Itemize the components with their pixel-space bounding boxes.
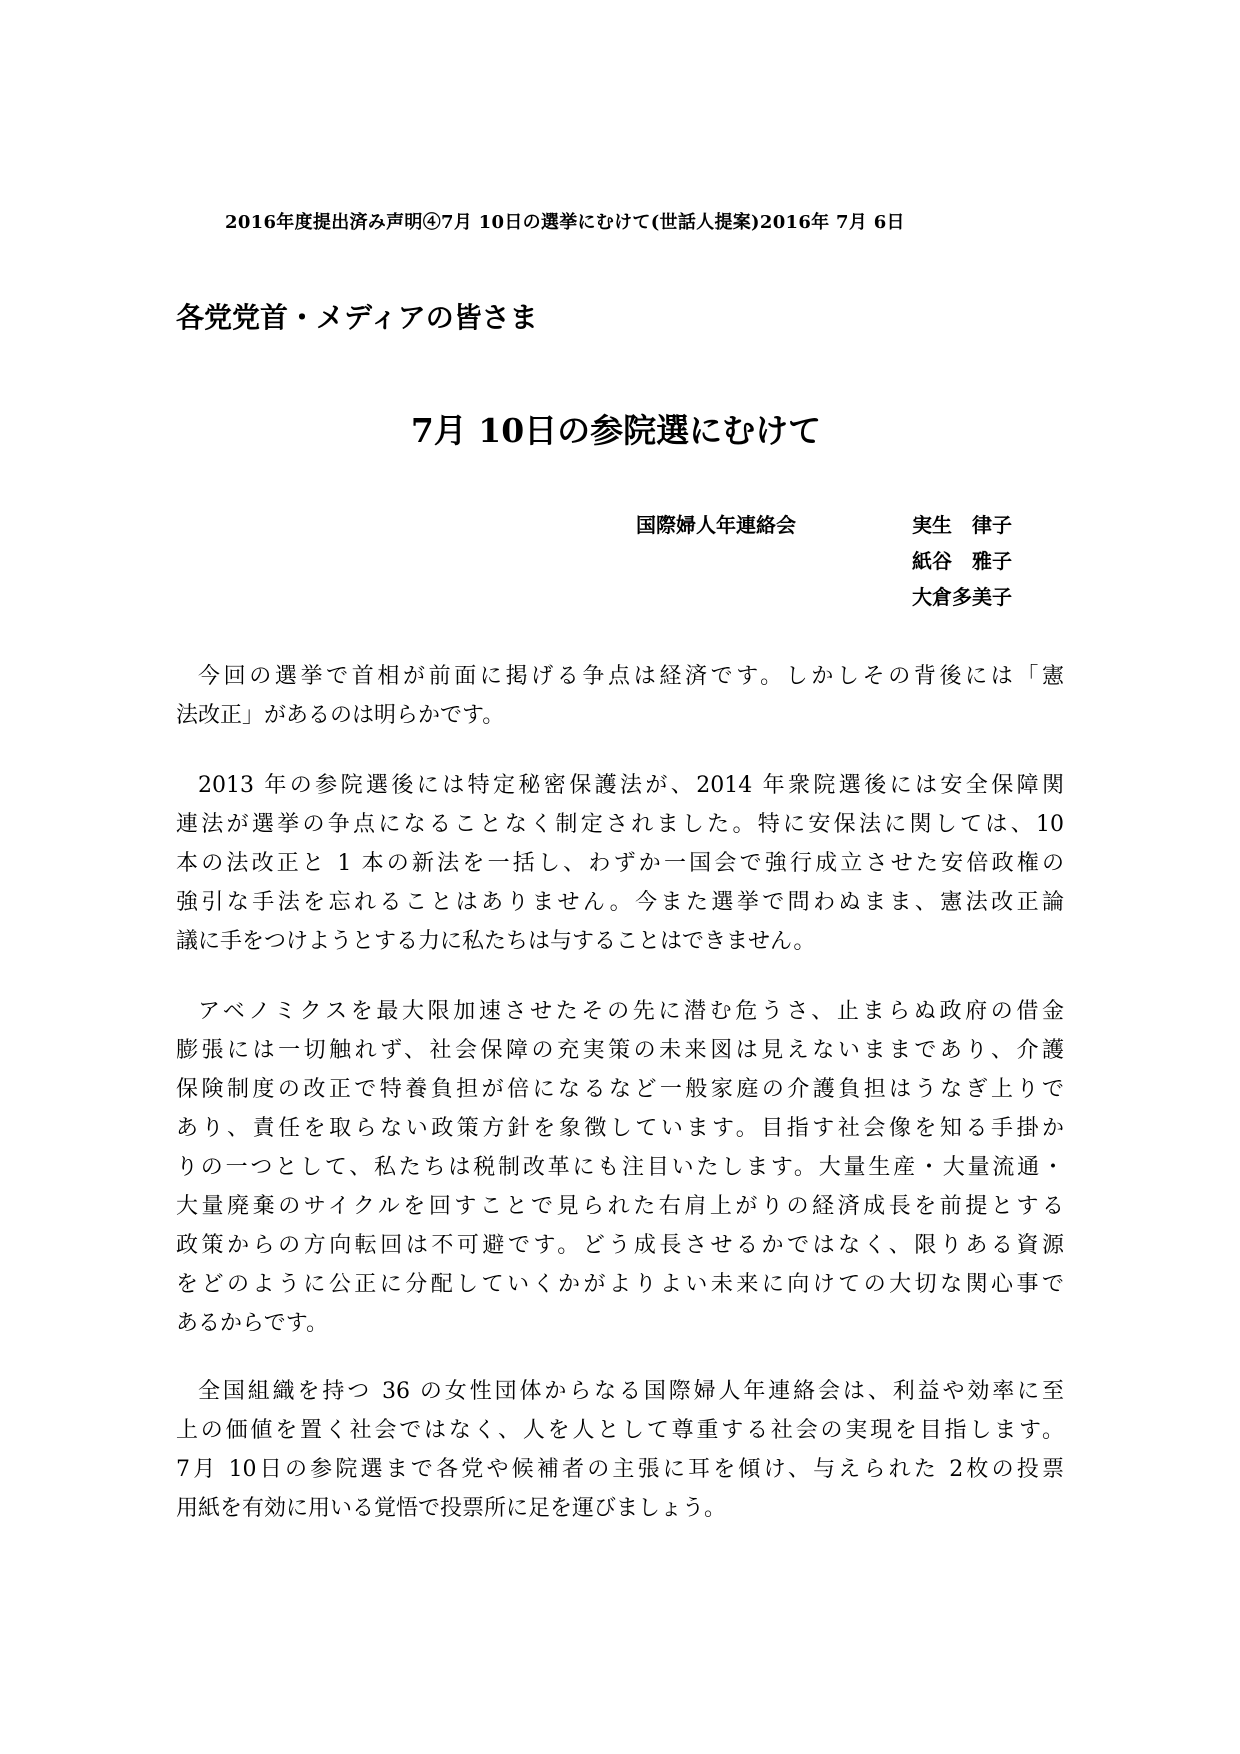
paragraph-4 [176,1372,1064,1528]
signatory-name: 紙谷 雅子 [912,549,1012,573]
paragraph-line: 強引な手法を忘れることはありません。今また選挙で問わぬまま、憲法改正論 [176,890,1064,915]
paragraph-line: りの一つとして、私たちは税制改革にも注目いたします。大量生産・大量流通・ [176,1155,1064,1180]
header-line: 2016年度提出済み声明④7月 10日の選挙にむけて(世話人提案)2016年 7月 6日 [225,212,905,233]
organization-name: 国際婦人年連絡会 [636,513,796,537]
paragraph-line: 全国組織を持つ 36 の女性団体からなる国際婦人年連絡会は、利益や効率に至 [198,1379,1064,1404]
paragraph-line: 議に手をつけようとする力に私たちは与することはできません。 [176,929,816,954]
paragraph-line: 本の法改正と 1 本の新法を一括し、わずか一国会で強行成立させた安倍政権の [176,851,1064,876]
paragraph-line: アベノミクスを最大限加速させたその先に潜む危うさ、止まらぬ政府の借金 [198,999,1064,1024]
signatory-name: 大倉多美子 [912,585,1012,609]
paragraph-1 [176,657,1064,735]
paragraph-line: 保険制度の改正で特養負担が倍になるなど一般家庭の介護負担はうなぎ上りで [176,1077,1064,1102]
paragraph-line: あるからです。 [176,1311,329,1336]
paragraph-line: 用紙を有効に用いる覚悟で投票所に足を運びましょう。 [176,1496,727,1521]
paragraph-line: 2013 年の参院選後には特定秘密保護法が、2014 年衆院選後には安全保障関 [198,773,1064,798]
paragraph-line: 大量廃棄のサイクルを回すことで見られた右肩上がりの経済成長を前提とする [176,1194,1064,1219]
paragraph-line: 連法が選挙の争点になることなく制定されました。特に安保法に関しては、10 [176,812,1064,837]
salutation: 各党党首・メディアの皆さま [176,301,538,334]
paragraph-3 [176,992,1064,1343]
paragraph-line: 政策からの方向転回は不可避です。どう成長させるかではなく、限りある資源 [176,1233,1064,1258]
paragraph-line: をどのように公正に分配していくかがよりよい未来に向けての大切な関心事で [176,1272,1064,1297]
document-title: 7月 10日の参院選にむけて [410,411,822,450]
paragraph-line: 法改正」があるのは明らかです。 [176,703,505,728]
paragraph-line: 7月 10日の参院選まで各党や候補者の主張に耳を傾け、与えられた 2枚の投票 [176,1457,1064,1482]
paragraph-line: 上の価値を置く社会ではなく、人を人として尊重する社会の実現を目指します。 [176,1418,1064,1443]
paragraph-line: 今回の選挙で首相が前面に掲げる争点は経済です。しかしその背後には「憲 [198,664,1064,689]
paragraph-line: あり、責任を取らない政策方針を象徴しています。目指す社会像を知る手掛か [176,1116,1064,1141]
paragraph-line: 膨張には一切触れず、社会保障の充実策の未来図は見えないままであり、介護 [176,1038,1064,1063]
paragraph-2 [176,766,1064,961]
signatory-name: 実生 律子 [912,513,1012,537]
